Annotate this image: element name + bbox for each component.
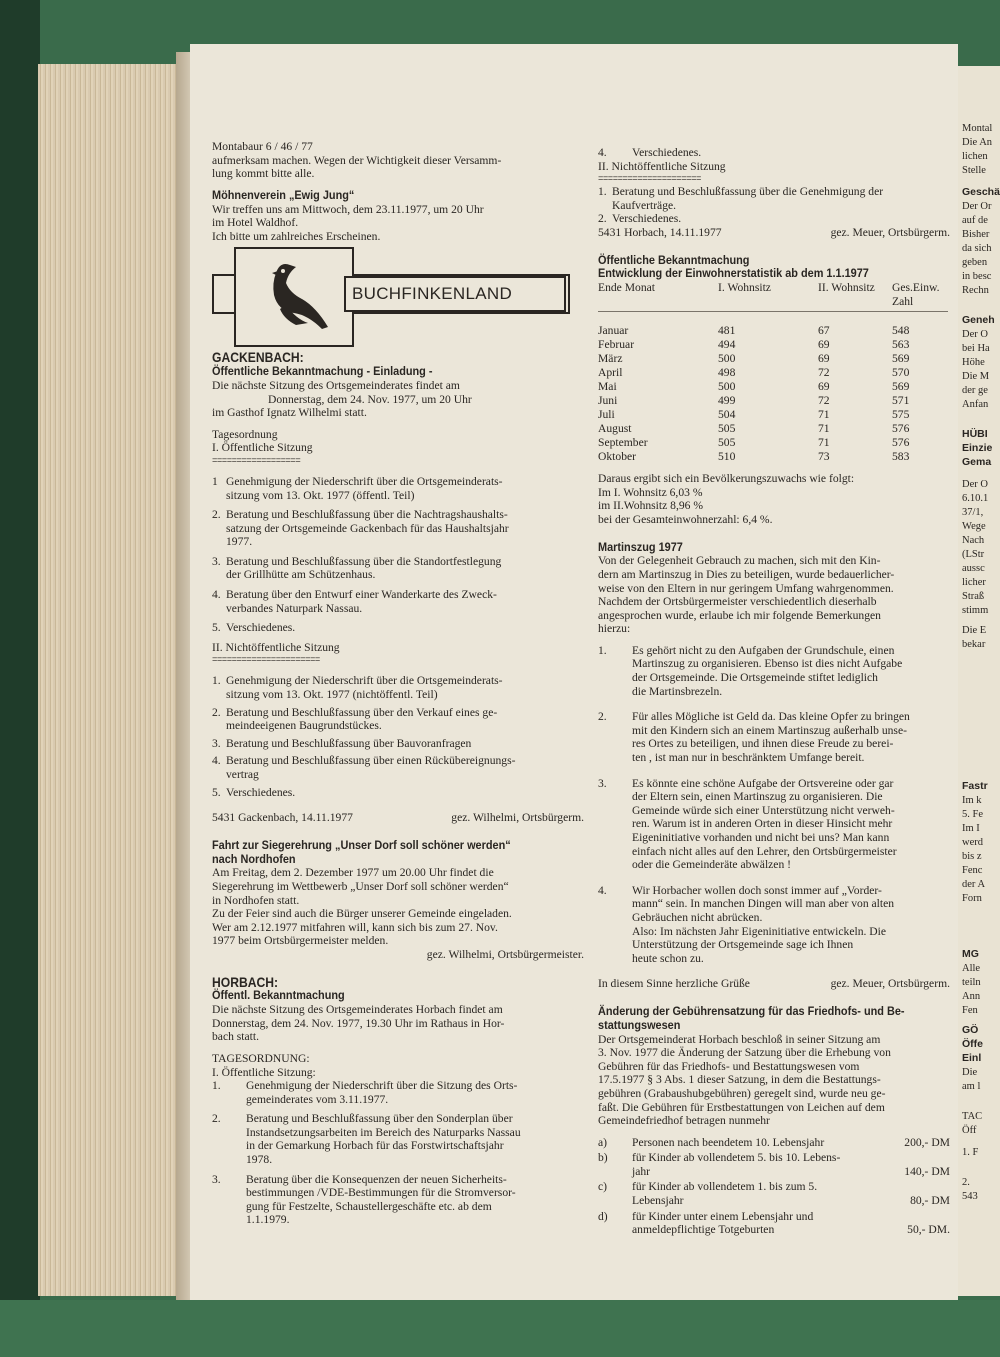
fragment-text: Im k — [962, 795, 982, 806]
horbach-signature: 5431 Horbach, 14.11.1977 gez. Meuer, Ortsbürgerm. — [598, 225, 950, 239]
horbach-agenda-list — [212, 1079, 584, 1227]
horbach-agenda-continued — [598, 146, 950, 160]
fragment-text: lichen — [962, 151, 988, 162]
fragment-text: 37/1, — [962, 507, 984, 518]
fragment-text: teiln — [962, 977, 981, 988]
page-block-edge — [38, 64, 186, 1296]
fragment-text: 6.10.1 — [962, 493, 989, 504]
list-item: 1 Genehmigung der Niederschrift über die Ortsgemeinderats- sitzung vom 13. Okt. 1977 (öffentl. Teil) — [212, 474, 503, 502]
fragment-text: werd — [962, 837, 983, 848]
fragment-text: bei Ha — [962, 343, 990, 354]
fragment-text: auf de — [962, 215, 988, 226]
list-item: 2. Beratung und Beschlußfassung über den Sonderplan über Instandsetzungsarbeiten im Bereich des Naturparks Nassau in der Gemarkung Horbach für das Forstwirtschaftsjahr 1978. — [212, 1112, 521, 1167]
table-header: Ende Monat I. Wohnsitz II. Wohnsitz Ges.Einw. Zahl — [598, 281, 948, 312]
right-column: 4. Verschiedenes. II. Nichtöffentliche Sitzung ===================== 1. Beratung und Beschlußfassung über die Genehmigung der Kaufverträge. 2. Verschiedenes. 5431 Horbach, 14.11.1977 gez. Meuer, Ortsbürgerm. Öffentliche Bekanntmachung Entwicklung der Einwohnerstatistik ab dem 1.1.1977 Ende Monat I. Wohnsitz II. Wohnsitz Ges.Einw. Zahl Januar 481 67 548 Februar 494 69 563 März 500 69 569 April 498 72 570 Mai 500 69 569 Juni 499 72 571 Juli 504 71 575 August 505 71 576 September 505 71 576 Oktober 510 73 583 Daraus ergibt sich ein Bevölkerungszuwachs wie folgt: Im I. Wohnsitz 6,03 % im II.Wohnsitz 8,96 % bei der Gesamteinwohnerzahl: 6,4 %. Martinszug 1977 Von der Gelegenheit Gebrauch zu machen, sich mit den Kin- dern am Martinszug in Dies zu beteiligen, wurde bedauerlicher- weise von den Eltern in nur geringem Umfang wahrgenommen. Nachdem der Ortsbürgermeister verschiedentlich dieserhalb angesprochen wurde, erlaube ich mir folgende Bemerkungen hierzu: 1. Es gehört nicht zu den Aufgaben der Grundschule, einen Martinszug zu organisieren. Ebenso ist dies nicht Aufgabe der Ortsgemeinde. Die Ortsgemeinde stiftet lediglich die Martinsbrezeln. 2. Für alles Mögliche ist Geld da. Das kleine Opfer zu bringen mit den Kindern sich an einem Martinszug außerhalb unse- res Ortes zu beteiligen, und ihnen diese Freude zu berei- ten , ist man nur in beschränktem Umfange bereit. 3. Es könnte eine schöne Aufgabe der Ortsvereine oder gar der Eltern sein, einen Martinszug zu organisieren. Die Gemeinde würde sich einer Unterstützung nicht verweh- ren. Warum ist in anderen Orten in dieser Hinsicht mehr Eigeninitiative vorhanden und nicht bei uns? Man kann einfach nicht alles auf den Lehrer, den Ortsbürgermeister oder die Gemeinderäte abwälzen ! 4. Wir Horbacher wollen doch sonst immer auf „Vorder- mann“ sein. In manchen Dingen will man aber von alten Gebräuchen nicht abrücken. Also: Im nächsten Jahr Eigeninitiative entwickeln. Die Unterstützung der Ortsgemeinde sage ich Ihnen heute schon zu. In diesem Sinne herzliche Grüße gez. Meuer, Ortsbürgerm. Änderung der Gebührensatzung für das Friedhofs- und Be- stattungswesen Der Ortsgemeinderat Horbach beschloß in seiner Sitzung am 3. Nov. 1977 die Änderung der Satzung über die Erhebung von Gebühren für das Friedhofs- und Bestattungswesen vom 17.5.1977 § 3 Abs. 1 dieser Satzung, in dem die Bestattungs- gebühren (Grabaushubgebühren) geregelt sind, wurde neu ge- faßt. Die Gebühren für Erstbestattungen von Leichen auf dem Gemeindefriedhof betragen nunmehr a) Personen nach beendetem 10. Lebensjahr 200,- DM b) für Kinder ab vollendetem 5. bis 10. Lebens- jahr 140,- DM c) für Kinder ab vollendetem 1. bis zum 5. Lebensjahr 80,- DM d) für Kinder unter einem Lebensjahr und anmeldepflichtige Totgeburten 50,- DM. — [598, 146, 950, 1237]
private-session-label: II. Nichtöffentliche Sitzung — [212, 640, 340, 654]
fragment-text: GÖ — [962, 1024, 979, 1036]
fragment-text: geben — [962, 257, 988, 268]
stat-summary: Daraus ergibt sich ein Bevölkerungszuwachs wie folgt: Im I. Wohnsitz 6,03 % im II.Wohnsitz 8,96 % bei der Gesamteinwohnerzahl: 6,4 %. — [598, 472, 855, 526]
bird-icon — [234, 247, 354, 347]
list-item: 4. Beratung über den Entwurf einer Wanderkarte des Zweck- verbandes Naturpark Nassau. — [212, 588, 497, 615]
fee-amount: 140,- DM — [904, 1164, 950, 1178]
fragment-text: Der O — [962, 329, 988, 340]
table-row: April 498 72 570 — [598, 366, 910, 380]
fragment-text: Fen — [962, 1005, 978, 1016]
table-row: Juli 504 71 575 — [598, 408, 910, 422]
table-row: September 505 71 576 — [598, 436, 910, 450]
fragment-text: 1. F — [962, 1147, 979, 1158]
fragment-text: Alle — [962, 963, 981, 974]
fragment-text: Die M — [962, 371, 990, 382]
list-item: 2. Verschiedenes. — [598, 212, 682, 226]
table-row: Juni 499 72 571 — [598, 394, 910, 408]
fragment-text: Die — [962, 1067, 978, 1078]
fragment-text: Straß — [962, 591, 985, 602]
fragment-text: in besc — [962, 271, 992, 282]
fees-intro: Der Ortsgemeinderat Horbach beschloß in seiner Sitzung am 3. Nov. 1977 die Änderung der Satzung über die Erhebung von Gebühren für das Friedhofs- und Bestattungswesen vom 17.5.1977 § 3 Abs. 1 dieser Satzung, in dem die Bestattungs- gebühren (Grabaushubgebühren) geregelt sind, wurde neu ge- faßt. Die Gebühren für Erstbestattungen von Leichen auf dem Gemeindefriedhof betragen nunmehr — [598, 1032, 891, 1128]
gackenbach-private-list — [212, 674, 584, 799]
horbach-agenda-label: TAGESORDNUNG: — [212, 1051, 310, 1065]
fee-item: c) für Kinder ab vollendetem 1. bis zum 5. Lebensjahr 80,- DM — [598, 1180, 950, 1208]
public-session-label: I. Öffentliche Sitzung — [212, 441, 313, 455]
martin-intro: Von der Gelegenheit Gebrauch zu machen, sich mit den Kin- dern am Martinszug in Dies zu beteiligen, wurde bedauerlicher- weise von den Eltern in nur geringem Umfang wahrgenommen. Nachdem der Ortsbürgermeister verschiedentlich dieserhalb angesprochen wurde, erlaube ich mir folgende Bemerkungen hierzu: — [598, 554, 895, 636]
list-item: 3. Es könnte eine schöne Aufgabe der Ortsvereine oder gar der Eltern sein, einen Martinszug zu organisieren. Die Gemeinde würde sich einer Unterstützung nicht verweh- ren. Warum ist in anderen Orten in dieser Hinsicht mehr Eigeninitiative vorhanden und nicht bei uns? Man kann einfach nicht alles auf den Lehrer, den Ortsbürgermeister oder die Gemeinderäte abwälzen ! — [598, 776, 897, 872]
list-item: 2. Beratung und Beschlußfassung über die Nachtragshaushalts- satzung der Ortsgemeinde Gackenbach für das Haushaltsjahr 1977. — [212, 508, 509, 549]
fragment-text: Im I — [962, 823, 980, 834]
fragment-text: Der O — [962, 479, 988, 490]
fragment-text: Fenc — [962, 865, 983, 876]
fahrt-text: Am Freitag, dem 2. Dezember 1977 um 20.00 Uhr findet die Siegerehrung im Wettbewerb „Unser Dorf soll schöner werden“ in Nordhofen statt. Zu der Feier sind auch die Bürger unserer Gemeinde eingeladen. Wer am 2.12.1977 mitfahren will, kann sich bis zum 27. Nov. 1977 beim Ortsbürgermeister melden. — [212, 866, 512, 948]
list-item: 2. Beratung und Beschlußfassung über den Verkauf eines ge- meindeeigenen Baugrundstückes. — [212, 705, 498, 733]
fragment-text: Montal — [962, 123, 993, 134]
list-item: 3. Beratung und Beschlußfassung über die Standortfestlegung der Grillhütte am Schützenhaus. — [212, 554, 502, 582]
next-page-fragment — [958, 66, 1000, 1296]
fragment-text: aussc — [962, 563, 985, 574]
fragment-text: TAC — [962, 1111, 983, 1122]
fragment-text: Einzie — [962, 442, 993, 454]
list-item: 1. Beratung und Beschlußfassung über die Genehmigung der Kaufverträge. — [598, 185, 884, 212]
fragment-text: der A — [962, 879, 986, 890]
list-item: 4. Beratung und Beschlußfassung über einen Rückübereignungs- vertrag — [212, 754, 516, 782]
gackenbach-public-list — [212, 475, 584, 635]
buchfinkenland-logo — [212, 247, 572, 325]
table-row: März 500 69 569 — [598, 352, 910, 366]
fee-item: b) für Kinder ab vollendetem 5. bis 10. Lebens- jahr 140,- DM — [598, 1151, 950, 1178]
table-row: August 505 71 576 — [598, 422, 910, 436]
martin-heading: Martinszug 1977 — [598, 539, 683, 554]
fragment-text: Nach — [962, 535, 985, 546]
fragment-text: Die E — [962, 625, 987, 636]
list-item: 1. Genehmigung der Niederschrift über die Ortsgemeinderats- sitzung vom 13. Okt. 1977 (nichtöffentl. Teil) — [212, 674, 503, 702]
left-column: Montabaur 6 / 46 / 77 aufmerksam machen. Wegen der Wichtigkeit dieser Versamm- lung kommt bitte alle. Möhnenverein „Ewig Jung“ Wir treffen uns am Mittwoch, dem 23.11.1977, um 20 Uhr im Hotel Waldhof. Ich bitte um zahlreiches Erscheinen. BUCHFINKENLAND GACKENBACH: Öffentliche Bekanntmachung - Einladung - Die nächste Sitzung des Ortsgemeinderates findet am Donnerstag, dem 24. Nov. 1977, um 20 Uhr im Gasthof Ignatz Wilhelmi statt. Tagesordnung I. Öffentliche Sitzung ================== 1 Genehmigung der Niederschrift über die Ortsgemeinderats- sitzung vom 13. Okt. 1977 (öffentl. Teil) 2. Beratung und Beschlußfassung über die Nachtragshaushalts- satzung der Ortsgemeinde Gackenbach für das Haushaltsjahr 1977. 3. Beratung und Beschlußfassung über die Standortfestlegung der Grillhütte am Schützenhaus. 4. Beratung über den Entwurf einer Wanderkarte des Zweck- verbandes Naturpark Nassau. 5. Verschiedenes. II. Nichtöffentliche Sitzung ====================== 1. Genehmigung der Niederschrift über die Ortsgemeinderats- sitzung vom 13. Okt. 1977 (nichtöffentl. Teil) 2. Beratung und Beschlußfassung über den Verkauf eines ge- meindeeigenen Baugrundstückes. 3. Beratung und Beschlußfassung über Bauvoranfragen 4. Beratung und Beschlußfassung über einen Rückübereignungs- vertrag 5. Verschiedenes. 5431 Gackenbach, 14.11.1977 gez. Wilhelmi, Ortsbürgerm. Fahrt zur Siegerehrung „Unser Dorf soll schöner werden“ nach Nordhofen Am Freitag, dem 2. Dezember 1977 um 20.00 Uhr findet die Siegerehrung im Wettbewerb „Unser Dorf soll schöner werden“ in Nordhofen statt. Zu der Feier sind auch die Bürger unserer Gemeinde eingeladen. Wer am 2.12.1977 mitfahren will, kann sich bis zum 27. Nov. 1977 beim Ortsbürgermeister melden. gez. Wilhelmi, Ortsbürgermeister. HORBACH: Öffentl. Bekanntmachung Die nächste Sitzung des Ortsgemeinderates Horbach findet am Donnerstag, dem 24. Nov. 1977, 19.30 Uhr im Rathaus in Hor- bach statt. TAGESORDNUNG: I. Öffentliche Sitzung: 1. Genehmigung der Niederschrift über die Sitzung des Orts- gemeinderates vom 3.11.1977. 2. Beratung und Beschlußfassung über den Sonderplan über Instandsetzungsarbeiten im Bereich des Naturparks Nassau in der Gemarkung Horbach für das Forstwirtschaftsjahr 1978. 3. Beratung über die Konsequenzen der neuen Sicherheits- bestimmungen /VDE-Bestimmungen für die Stromversor- gung für Festzelte, Schaustellergeschäfte etc. ab dem 1.1.1979. — [212, 140, 584, 1227]
fee-amount: 50,- DM. — [907, 1223, 950, 1237]
fragment-text: (LStr — [962, 549, 985, 560]
fragment-text: Wege — [962, 521, 986, 532]
population-table — [598, 281, 948, 464]
fragment-text: Stelle — [962, 165, 986, 176]
page-location: Montabaur 6 / 46 / 77 — [212, 140, 313, 153]
fragment-text: Ann — [962, 991, 981, 1002]
fragment-text: Gema — [962, 456, 992, 468]
list-item: 4. Verschiedenes. — [598, 146, 702, 159]
book-cover-edge — [0, 0, 40, 1357]
fragment-text: Anfan — [962, 399, 989, 410]
table-row: Februar 494 69 563 — [598, 338, 910, 352]
fee-amount: 80,- DM — [910, 1194, 950, 1208]
list-item: 3. Beratung und Beschlußfassung über Bauvoranfragen — [212, 736, 472, 750]
fragment-text: bis z — [962, 851, 982, 862]
fee-item: d) für Kinder unter einem Lebensjahr und anmeldepflichtige Totgeburten 50,- DM. — [598, 1209, 950, 1237]
fragment-text: MG — [962, 948, 979, 960]
fragment-text: 543 — [962, 1191, 978, 1202]
horbach-private-list — [598, 185, 950, 226]
fragment-text: Bisher — [962, 229, 990, 240]
table-row: Januar 481 67 548 — [598, 324, 910, 338]
horbach-text: Die nächste Sitzung des Ortsgemeinderates Horbach findet am Donnerstag, dem 24. Nov. 1977, 19.30 Uhr im Rathaus in Hor- bach statt. — [212, 1003, 505, 1044]
list-item: 4. Wir Horbacher wollen doch sonst immer auf „Vorder- mann“ sein. In manchen Dingen will man aber von alten Gebräuchen nicht abrücken. Also: Im nächsten Jahr Eigeninitiative entwickeln. Die Unterstützung der Ortsgemeinde sage ich Ihnen heute schon zu. — [598, 883, 895, 965]
fragment-text: Öffe — [962, 1038, 983, 1050]
fragment-text: Rechn — [962, 285, 989, 296]
fragment-text: 2. — [962, 1177, 970, 1188]
horbach-place: HORBACH: — [212, 974, 279, 990]
horbach-heading: Öffentl. Bekanntmachung — [212, 988, 345, 1003]
fragment-text: Die An — [962, 137, 993, 148]
fragment-text: HÜBI — [962, 428, 988, 440]
gackenbach-heading: Öffentliche Bekanntmachung - Einladung - — [212, 364, 433, 379]
fee-amount: 200,- DM — [904, 1135, 950, 1149]
fragment-text: Fastr — [962, 780, 988, 792]
logo-text: BUCHFINKENLAND — [344, 276, 566, 312]
fragment-text: Geneh — [962, 314, 995, 326]
list-item: 1. Es gehört nicht zu den Aufgaben der Grundschule, einen Martinszug zu organisieren. Ebenso ist dies nicht Aufgabe der Ortsgemeinde. Die Ortsgemeinde stiftet lediglich die Martinsbrezeln. — [598, 643, 903, 698]
fragment-text: stimm — [962, 605, 989, 616]
table-row: Mai 500 69 569 — [598, 380, 910, 394]
gackenbach-place: GACKENBACH: — [212, 350, 304, 366]
fragment-text: Höhe — [962, 357, 985, 368]
fees-list — [598, 1136, 950, 1237]
stat-heading: Öffentliche Bekanntmachung — [598, 252, 750, 267]
list-item: 3. Beratung über die Konsequenzen der neuen Sicherheits- bestimmungen /VDE-Bestimmungen für die Stromversor- gung für Festzelte, Schaustellergeschäfte etc. ab dem 1.1.1979. — [212, 1172, 516, 1227]
background-surface — [0, 1300, 1000, 1357]
fee-item: a) Personen nach beendetem 10. Lebensjahr 200,- DM — [598, 1135, 950, 1149]
fragment-text: Öff — [962, 1125, 977, 1136]
fragment-text: Der Or — [962, 201, 992, 212]
list-item: 1. Genehmigung der Niederschrift über die Sitzung des Orts- gemeinderates vom 3.11.1977. — [212, 1079, 518, 1106]
list-item: 5. Verschiedenes. — [212, 621, 296, 635]
agenda-label: Tagesordnung — [212, 427, 278, 441]
intro-lines: aufmerksam machen. Wegen der Wichtigkeit dieser Versamm- lung kommt bitte alle. — [212, 153, 502, 181]
fragment-text: Geschä — [962, 186, 1000, 198]
fees-heading: Änderung der Gebührensatzung für das Friedhofs- und Be- — [598, 1003, 905, 1018]
fragment-text: am l — [962, 1081, 981, 1092]
fragment-text: licher — [962, 577, 986, 588]
fragment-text: 5. Fe — [962, 809, 983, 820]
fragment-text: Einl — [962, 1052, 982, 1064]
fragment-text: der ge — [962, 385, 988, 396]
moehnen-heading: Möhnenverein „Ewig Jung“ — [212, 187, 355, 202]
fragment-text: da sich — [962, 243, 992, 254]
fragment-text: Forn — [962, 893, 982, 904]
list-item: 2. Für alles Mögliche ist Geld da. Das kleine Opfer zu bringen mit den Kindern sich an einem Martinszug außerhalb unse- res Ortes zu beteiligen, und ihnen diese Freude zu berei- ten , ist man nur in beschränktem Umfange bereit. — [598, 710, 910, 765]
fragment-text: bekar — [962, 639, 986, 650]
gackenbach-signature: 5431 Gackenbach, 14.11.1977 gez. Wilhelmi, Ortsbürgerm. — [212, 811, 584, 825]
martin-signature: In diesem Sinne herzliche Grüße gez. Meuer, Ortsbürgerm. — [598, 977, 950, 991]
fahrt-signature: gez. Wilhelmi, Ortsbürgermeister. — [426, 947, 584, 961]
martin-list — [598, 644, 950, 965]
table-row: Oktober 510 73 583 — [598, 450, 910, 464]
list-item: 5. Verschiedenes. — [212, 785, 296, 799]
fahrt-heading: Fahrt zur Siegerehrung „Unser Dorf soll schöner werden“ — [212, 837, 511, 852]
